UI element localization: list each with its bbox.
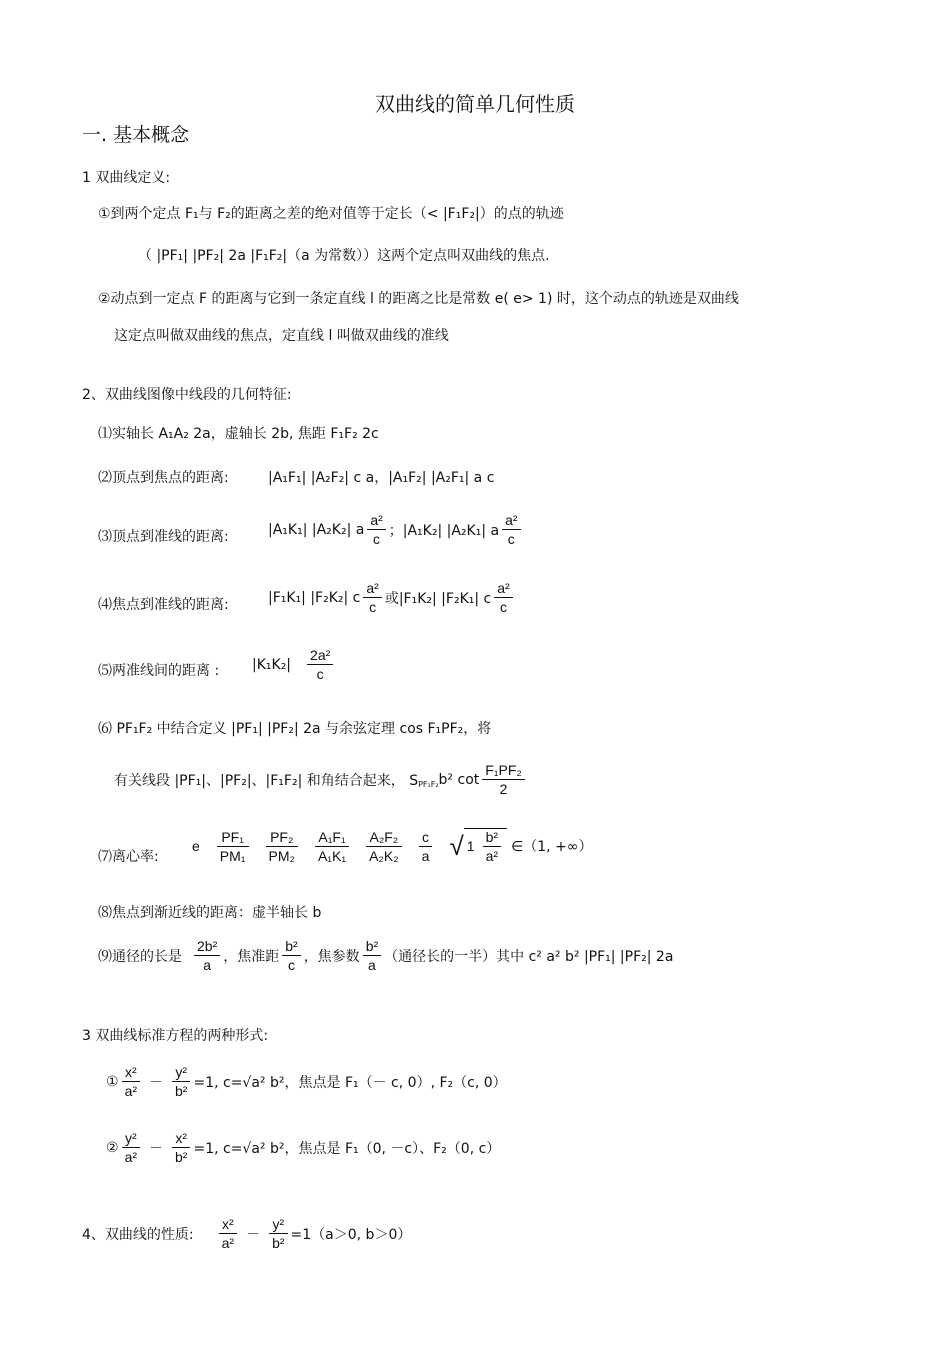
s2-item2-expr: |A₁F₁| |A₂F₂| c a，|A₁F₂| |A₂F₁| a c	[268, 470, 495, 486]
s2-item7-range: ∈（1, +∞）	[511, 839, 593, 855]
frac-num: A₂F₂	[366, 829, 402, 847]
s3-form1-tail: =1, c=√a² b²，焦点是 F₁（－ c, 0）, F₂（c, 0）	[193, 1074, 507, 1091]
frac-den: b²	[272, 1235, 285, 1251]
frac-num: 2a²	[307, 647, 333, 665]
frac-den: 2	[499, 781, 508, 797]
frac-num: x²	[172, 1130, 190, 1148]
s2-item3-label: ⑶顶点到准线的距离:	[98, 529, 229, 545]
s2-item9-label: ⑼通径的长是	[98, 948, 182, 965]
frac-den: PM₁	[219, 847, 246, 864]
frac-den: PM₂	[268, 847, 295, 864]
s3-title: 3 双曲线标准方程的两种形式:	[82, 1028, 269, 1044]
frac-den: c	[507, 531, 515, 547]
s2-item5-label: ⑸两准线间的距离 :	[98, 663, 220, 679]
fraction-a2-over-c	[363, 580, 381, 615]
frac-den: c	[287, 957, 295, 973]
fraction-y2-over-b2	[172, 1064, 190, 1099]
frac-num: a²	[363, 580, 381, 598]
fraction-a2-over-c	[367, 512, 385, 547]
frac-den: c	[369, 599, 377, 615]
fraction-c-over-a	[419, 829, 433, 864]
frac-den: b²	[175, 1149, 188, 1165]
frac-num: y²	[269, 1216, 287, 1234]
sqrt-radicand	[464, 828, 507, 864]
frac-num: x²	[219, 1216, 237, 1234]
s2-item9	[98, 938, 673, 973]
s2-item7-formula	[192, 828, 592, 864]
s2-item4-formula	[268, 580, 516, 615]
fraction-y2-over-a2	[122, 1130, 140, 1165]
s2-item9-text3: （通径长的一半）其中 c² a² b² |PF₁| |PF₂| 2a	[384, 948, 674, 965]
sqrt-one: 1	[466, 838, 475, 854]
frac-den: a	[368, 957, 376, 973]
frac-den: a²	[124, 1149, 138, 1165]
fraction-b2-over-a2	[483, 829, 501, 864]
frac-den: a²	[221, 1235, 235, 1251]
frac-num: PF₂	[266, 829, 298, 847]
s1-def1-line1: ①到两个定点 F₁与 F₂的距离之差的绝对值等于定长（< |F₁F₂|）的点的轨迹	[98, 206, 564, 222]
s2-item5-expr: |K₁K₂|	[252, 656, 292, 673]
s2-item3-formula	[268, 512, 524, 547]
frac-den: a²	[485, 848, 499, 864]
minus-sign: －	[246, 1226, 261, 1243]
fraction-x2-over-a2	[219, 1216, 237, 1251]
s2-item6-line2-text: 有关线段 |PF₁|、|PF₂|、|F₁F₂| 和角结合起来， S	[114, 772, 419, 789]
frac-num: x²	[122, 1064, 140, 1082]
s1-def2-line2: 这定点叫做双曲线的焦点，定直线 l 叫做双曲线的准线	[114, 328, 449, 344]
s2-item9-text2: ，焦参数	[303, 948, 360, 965]
frac-num: b²	[363, 938, 381, 956]
frac-den: a²	[124, 1083, 138, 1099]
frac-den: A₁K₁	[317, 847, 347, 864]
s1-title: 1 双曲线定义:	[82, 170, 171, 186]
fraction-A1F1-over-A1K1	[315, 829, 349, 864]
fraction-b2-over-a	[363, 938, 381, 973]
frac-num: 2b²	[194, 938, 220, 956]
fraction-a2-over-c	[502, 512, 520, 547]
page-title: 双曲线的简单几何性质	[375, 92, 575, 116]
fraction-x2-over-b2	[172, 1130, 190, 1165]
fraction-F1PF2-over-2	[482, 762, 525, 797]
s4-title: 4、双曲线的性质:	[82, 1226, 194, 1243]
fraction-y2-over-b2	[269, 1216, 287, 1251]
sqrt-sign-icon: √	[449, 830, 464, 861]
fraction-PF1-over-PM1	[217, 829, 249, 864]
minus-sign: －	[149, 1140, 164, 1157]
s3-form1	[106, 1064, 507, 1099]
s1-def1-line2: （ |PF₁| |PF₂| 2a |F₁F₂|（a 为常数））这两个定点叫双曲线的焦点.	[138, 248, 550, 264]
s2-item6-subscript: PF₁F₂	[418, 780, 439, 789]
frac-num: a²	[502, 512, 520, 530]
s2-item5-formula	[252, 647, 336, 682]
fraction-PF2-over-PM2	[266, 829, 298, 864]
s2-item3-expr-a: |A₁K₁| |A₂K₂| a	[268, 521, 365, 538]
frac-num: y²	[172, 1064, 190, 1082]
s2-item3-expr-b: ；|A₁K₂| |A₂K₁| a	[388, 522, 500, 539]
fraction-b2-over-c	[282, 938, 300, 973]
s4-line	[82, 1216, 411, 1251]
frac-num: PF₁	[217, 829, 249, 847]
s3-form2-mark: ②	[106, 1139, 119, 1156]
frac-num: b²	[282, 938, 300, 956]
frac-num: a²	[494, 580, 512, 598]
frac-num: b²	[483, 829, 501, 847]
s2-item8: ⑻焦点到渐近线的距离：虚半轴长 b	[98, 905, 322, 921]
frac-den: a	[203, 957, 212, 973]
s2-item4-expr-a: |F₁K₁| |F₂K₂| c	[268, 589, 361, 606]
frac-num: y²	[122, 1130, 140, 1148]
s3-form1-mark: ①	[106, 1073, 119, 1090]
frac-den: c	[373, 531, 381, 547]
s3-form2-tail: =1, c=√a² b²，焦点是 F₁（0, －c）、F₂（0, c）	[193, 1140, 501, 1157]
s2-item9-text1: ，焦准距	[223, 948, 280, 965]
fraction-A2F2-over-A2K2	[366, 829, 402, 864]
frac-num: c	[419, 829, 433, 847]
fraction-a2-over-c	[494, 580, 512, 615]
minus-sign: －	[149, 1074, 164, 1091]
frac-num: a²	[367, 512, 385, 530]
frac-den: c	[499, 599, 507, 615]
frac-den: a	[421, 847, 430, 864]
s2-item1: ⑴实轴长 A₁A₂ 2a，虚轴长 2b, 焦距 F₁F₂ 2c	[98, 426, 379, 442]
fraction-2a2-over-c	[307, 647, 333, 682]
frac-num: A₁F₁	[315, 829, 349, 847]
s2-item6-mid: b² cot	[438, 771, 480, 788]
s2-item4-label: ⑷焦点到准线的距离:	[98, 597, 229, 613]
s2-title: 2、双曲线图像中线段的几何特征:	[82, 387, 292, 403]
s4-tail: =1（a＞0, b＞0）	[290, 1226, 412, 1243]
frac-den: b²	[175, 1083, 188, 1099]
s2-item6-line1: ⑹ PF₁F₂ 中结合定义 |PF₁| |PF₂| 2a 与余弦定理 cos F₁PF₂，将	[98, 721, 492, 737]
s2-item7-label: ⑺离心率:	[98, 849, 159, 865]
frac-num: F₁PF₂	[482, 762, 525, 780]
s3-form2	[106, 1130, 500, 1165]
s2-item4-expr-b: 或|F₁K₂| |F₂K₁| c	[384, 590, 492, 607]
s1-def2-line1: ②动点到一定点 F 的距离与它到一条定直线 l 的距离之比是常数 e( e> 1) 时，这个动点的轨迹是双曲线	[98, 291, 739, 307]
frac-den: A₂K₂	[369, 847, 399, 864]
s2-item6-line2	[114, 762, 528, 797]
s2-item2-label: ⑵顶点到焦点的距离:	[98, 470, 229, 486]
section-heading: 一. 基本概念	[82, 124, 190, 146]
eccentricity-symbol: e	[192, 838, 200, 854]
frac-den: c	[316, 666, 324, 682]
fraction-x2-over-a2	[122, 1064, 140, 1099]
fraction-2b2-over-a	[194, 938, 220, 973]
